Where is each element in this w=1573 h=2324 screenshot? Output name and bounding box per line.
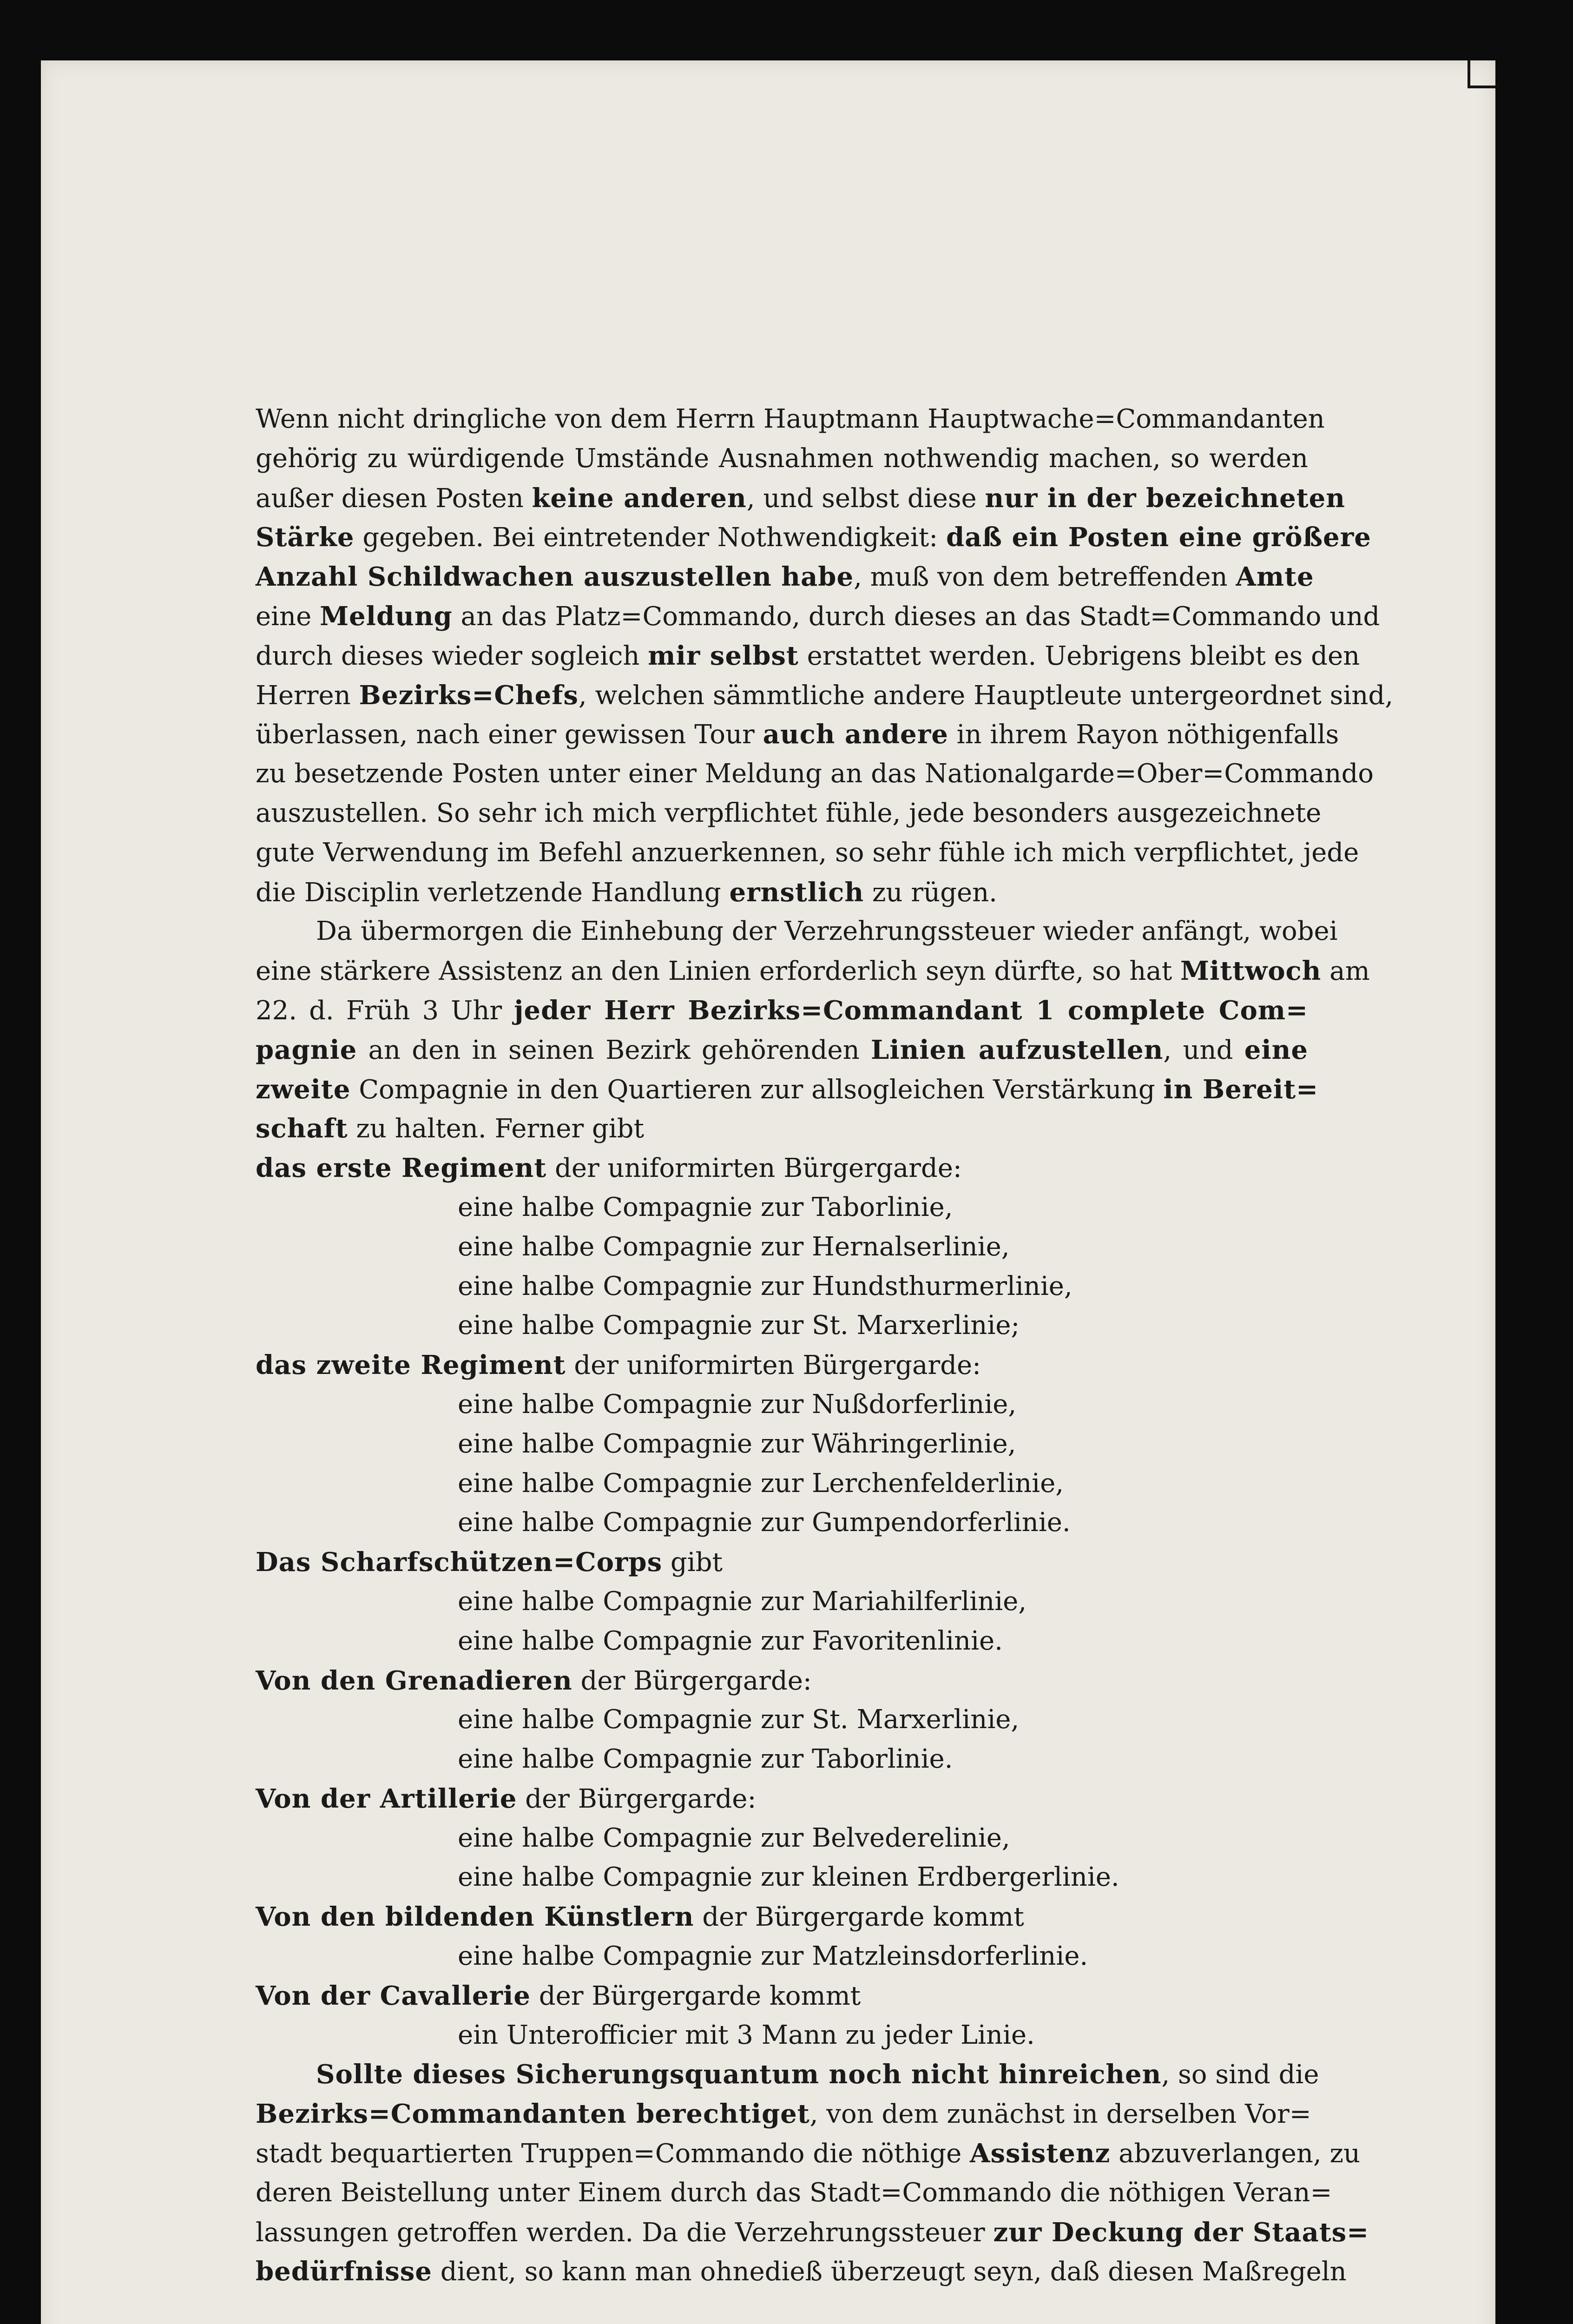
document-page [41,60,1495,2324]
assignment-line: eine halbe Compagnie zur Mariahilferlinie, [458,1586,1027,1617]
regiment-heading: Von der Cavallerie der Bürgergarde kommt [256,1980,861,2011]
text-line: schaft zu halten. Ferner gibt [256,1113,645,1144]
assignment-line: eine halbe Compagnie zur Lerchenfelderlinie, [458,1468,1064,1499]
assignment-line: eine halbe Compagnie zur St. Marxerlinie; [458,1310,1020,1341]
text-line: zu besetzende Posten unter einer Meldung an das Nationalgarde=Ober=Commando [256,759,1374,789]
text-line: stadt bequartierten Truppen=Commando die nöthige Assistenz abzuverlangen, zu [256,2138,1361,2169]
assignment-line: eine halbe Compagnie zur Taborlinie. [458,1744,953,1775]
text-line: die Disciplin verletzende Handlung ernstlich zu rügen. [256,877,997,908]
text-line: Herren Bezirks=Chefs, welchen sämmtliche andere Hauptleute untergeordnet sind, [256,680,1394,711]
text-line: 22. d. Früh 3 Uhr jeder Herr Bezirks=Commandant 1 complete Com= [256,995,1308,1026]
text-line: Da übermorgen die Einhebung der Verzehrungssteuer wieder anfängt, wobei [316,916,1338,947]
assignment-line: eine halbe Compagnie zur Hernalserlinie, [458,1231,1010,1262]
regiment-heading: das zweite Regiment der uniformirten Bürgergarde: [256,1350,981,1381]
assignment-line: eine halbe Compagnie zur Nußdorferlinie, [458,1389,1017,1419]
page-corner-mark [1468,60,1495,88]
body-text [256,400,1394,2291]
text-line: lassungen getroffen werden. Da die Verzehrungssteuer zur Deckung der Staats= [256,2217,1369,2248]
text-line: Wenn nicht dringliche von dem Herrn Hauptmann Hauptwache=Commandanten [256,404,1325,434]
text-line: zweite Compagnie in den Quartieren zur allsogleichen Verstärkung in Bereit= [256,1074,1318,1105]
text-line: eine Meldung an das Platz=Commando, durch dieses an das Stadt=Commando und [256,601,1380,632]
assignment-line: ein Unterofficier mit 3 Mann zu jeder Linie. [458,2020,1035,2050]
text-line: Bezirks=Commandanten berechtiget, von dem zunächst in derselben Vor= [256,2099,1311,2130]
regiment-heading: das erste Regiment der uniformirten Bürgergarde: [256,1153,962,1184]
regiment-heading: Von den bildenden Künstlern der Bürgergarde kommt [256,1901,1024,1933]
text-line: gehörig zu würdigende Umstände Ausnahmen nothwendig machen, so werden [256,443,1308,474]
text-line: außer diesen Posten keine anderen, und selbst diese nur in der bezeichneten [256,482,1345,514]
assignment-line: eine halbe Compagnie zur Belvederelinie, [458,1822,1010,1853]
text-line: Stärke gegeben. Bei eintretender Nothwendigkeit: daß ein Posten eine größere [256,522,1371,553]
text-line: Anzahl Schildwachen auszustellen habe, muß von dem betreffenden Amte [256,561,1314,593]
assignment-line: eine halbe Compagnie zur Gumpendorferlinie. [458,1507,1071,1538]
regiment-heading: Von den Grenadieren der Bürgergarde: [256,1665,812,1696]
assignment-line: eine halbe Compagnie zur Währingerlinie, [458,1428,1016,1459]
assignment-line: eine halbe Compagnie zur Matzleinsdorferlinie. [458,1941,1088,1972]
assignment-line: eine halbe Compagnie zur kleinen Erdbergerlinie. [458,1862,1119,1893]
regiment-heading: Das Scharfschützen=Corps gibt [256,1547,723,1578]
text-line: durch dieses wieder sogleich mir selbst erstattet werden. Uebrigens bleibt es den [256,640,1360,671]
assignment-line: eine halbe Compagnie zur Hundsthurmerlinie, [458,1271,1073,1301]
text-line: pagnie an den in seinen Bezirk gehörenden Linien aufzustellen, und eine [256,1034,1308,1065]
text-line: Sollte dieses Sicherungsquantum noch nicht hinreichen, so sind die [316,2059,1319,2090]
text-line: auszustellen. So sehr ich mich verpflichtet fühle, jede besonders ausgezeichnete [256,798,1322,828]
text-line: gute Verwendung im Befehl anzuerkennen, so sehr fühle ich mich verpflichtet, jede [256,837,1359,868]
text-line: überlassen, nach einer gewissen Tour auch andere in ihrem Rayon nöthigenfalls [256,719,1339,750]
text-line: deren Beistellung unter Einem durch das Stadt=Commando die nöthigen Veran= [256,2177,1332,2208]
assignment-line: eine halbe Compagnie zur St. Marxerlinie, [458,1704,1020,1735]
regiment-heading: Von der Artillerie der Bürgergarde: [256,1783,757,1814]
assignment-line: eine halbe Compagnie zur Taborlinie, [458,1192,953,1222]
assignment-line: eine halbe Compagnie zur Favoritenlinie. [458,1625,1003,1656]
text-line: eine stärkere Assistenz an den Linien erforderlich seyn dürfte, so hat Mittwoch am [256,956,1370,987]
text-line: bedürfnisse dient, so kann man ohnedieß überzeugt seyn, daß diesen Maßregeln [256,2256,1347,2287]
